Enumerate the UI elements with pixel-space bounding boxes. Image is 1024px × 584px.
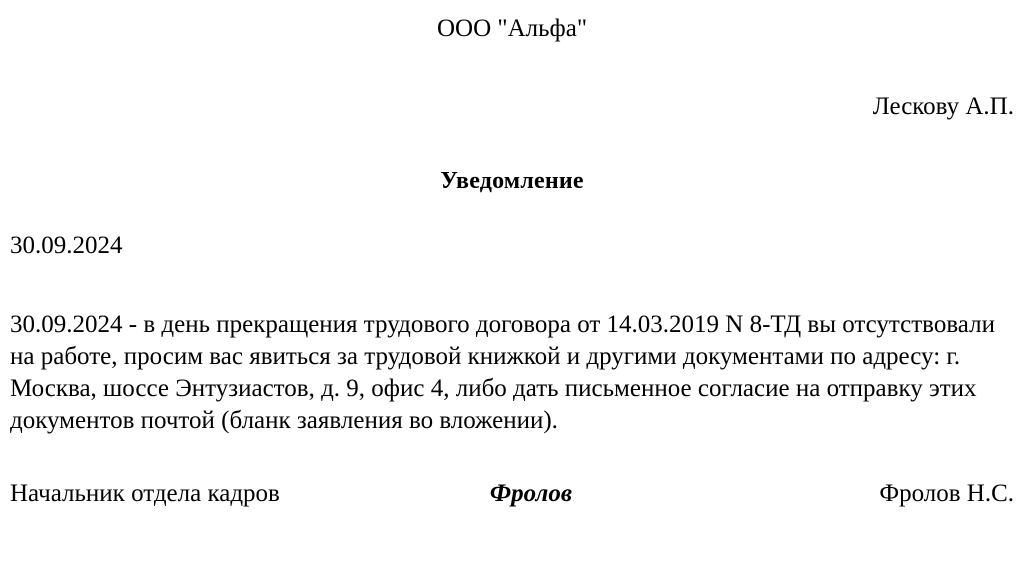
organization-name: ООО "Альфа" (436, 15, 588, 42)
signer-position: Начальник отдела кадров (10, 480, 280, 507)
signer-name: Фролов Н.С. (879, 480, 1014, 507)
document-date: 30.09.2024 (10, 232, 123, 259)
signature-block (8, 437, 1016, 509)
document-body: 30.09.2024 - в день прекращения трудового договора от 14.03.2019 N 8-ТД вы отсутствовали на работе, просим вас явиться за трудовой книжкой и другими документами по адресу: г. Москва, шоссе Энтузиастов, д. 9, офис 4, либо дать письменное согласие на отправку этих документов почтой (бланк заявления во вложении). (10, 311, 995, 434)
addressee: Лескову А.П. (872, 93, 1014, 120)
document-title: Уведомление (440, 168, 584, 194)
handwritten-signature: Фролов (489, 480, 573, 507)
